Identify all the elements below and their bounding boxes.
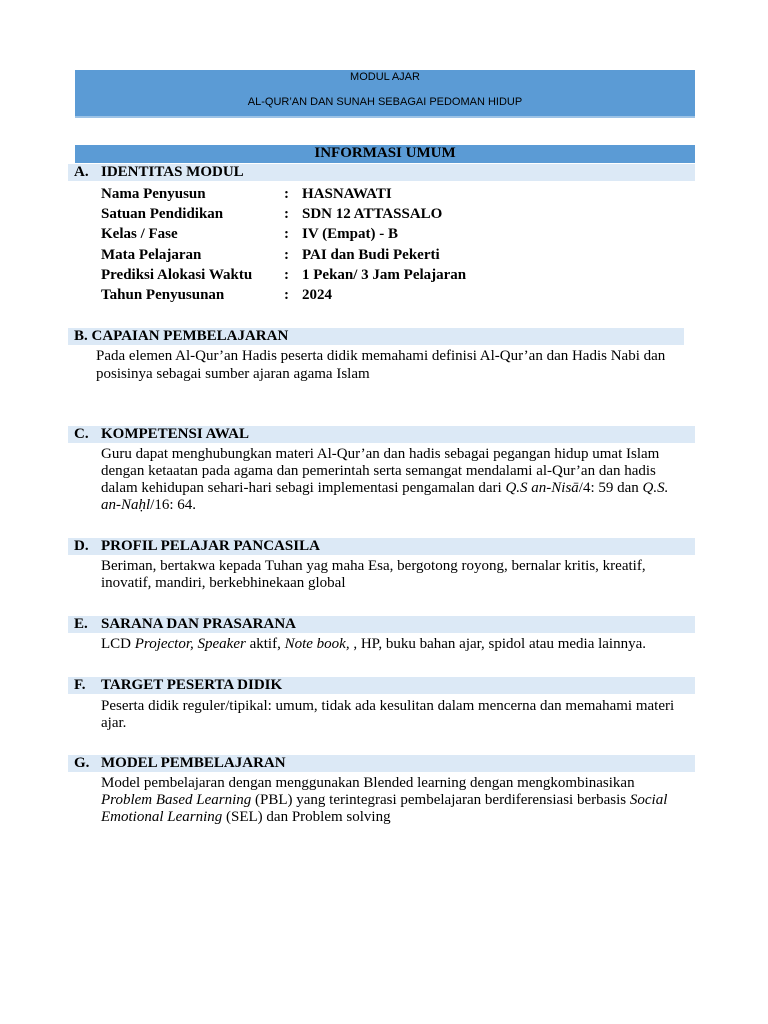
section-title: MODEL PEMBELAJARAN xyxy=(101,755,286,771)
text-run: /16: 64. xyxy=(150,497,197,513)
identitas-label: Nama Penyusun xyxy=(101,186,206,202)
section-title: SARANA DAN PRASARANA xyxy=(101,616,297,632)
identitas-label: Mata Pelajaran xyxy=(101,247,202,263)
section-c-heading xyxy=(68,426,695,443)
identitas-separator: : xyxy=(284,247,289,263)
italic-run: Q.S. xyxy=(642,480,669,496)
section-letter: E. xyxy=(74,616,88,632)
section-b-text-line-2: posisinya sebagai sumber ajaran agama Islam xyxy=(96,366,370,382)
section-g-text-line-3 xyxy=(101,809,391,827)
section-c-text-line-1: Guru dapat menghubungkan materi Al-Qur’an dan hadis sebagai pegangan hidup umat Islam xyxy=(101,446,660,462)
section-title: KOMPETENSI AWAL xyxy=(101,426,249,442)
italic-run: Problem Based Learning xyxy=(101,792,252,808)
section-title: PROFIL PELAJAR PANCASILA xyxy=(101,538,320,554)
section-c-text-line-4 xyxy=(101,497,196,515)
text-run: dalam kehidupan sehari-hari sebagi implementasi pengamalan dari xyxy=(101,480,506,496)
section-d-text-line-2: inovatif, mandiri, berkebhinekaan global xyxy=(101,575,346,591)
identitas-label: Kelas / Fase xyxy=(101,226,178,242)
section-f-text-line-2: ajar. xyxy=(101,715,127,731)
section-g-text-line-1: Model pembelajaran dengan menggunakan Blended learning dengan mengkombinasikan xyxy=(101,775,635,791)
identitas-value: IV (Empat) - B xyxy=(302,226,398,242)
section-d-text-line-1: Beriman, bertakwa kepada Tuhan yag maha Esa, bergotong royong, bernalar kritis, kreatif, xyxy=(101,558,646,574)
section-d-heading xyxy=(68,538,695,555)
section-title: B. CAPAIAN PEMBELAJARAN xyxy=(74,328,289,344)
identitas-separator: : xyxy=(284,287,289,303)
identitas-separator: : xyxy=(284,267,289,283)
section-letter: A. xyxy=(74,164,89,180)
section-a-heading xyxy=(68,164,695,181)
section-e-text xyxy=(101,636,646,654)
identitas-value: HASNAWATI xyxy=(302,186,392,202)
identitas-value: 2024 xyxy=(302,287,332,303)
section-f-text-line-1: Peserta didik reguler/tipikal: umum, tidak ada kesulitan dalam mencerna dan memahami materi xyxy=(101,698,675,714)
identitas-separator: : xyxy=(284,206,289,222)
section-letter: G. xyxy=(74,755,90,771)
text-run: (SEL) dan Problem solving xyxy=(222,809,391,825)
italic-run: Emotional Learning xyxy=(101,809,223,825)
identitas-separator: : xyxy=(284,226,289,242)
identitas-separator: : xyxy=(284,186,289,202)
section-letter: F. xyxy=(74,677,86,693)
text-run: (PBL) yang terintegrasi pembelajaran berdiferensiasi berbasis xyxy=(251,792,630,808)
section-g-heading xyxy=(68,755,695,772)
italic-run: Projector, Speaker xyxy=(134,636,246,652)
section-c-text-line-3 xyxy=(101,480,668,498)
section-title: IDENTITAS MODUL xyxy=(101,164,244,180)
identitas-label: Satuan Pendidikan xyxy=(101,206,224,222)
identitas-label: Tahun Penyusunan xyxy=(101,287,225,303)
italic-run: Social xyxy=(629,792,668,808)
document-title-box xyxy=(75,70,695,118)
identitas-label: Prediksi Alokasi Waktu xyxy=(101,267,253,283)
section-e-heading xyxy=(68,616,695,633)
section-letter: C. xyxy=(74,426,89,442)
italic-run: Q.S an-Nisā xyxy=(505,480,579,496)
section-letter: D. xyxy=(74,538,89,554)
title-line-2: AL-QUR’AN DAN SUNAH SEBAGAI PEDOMAN HIDUP xyxy=(247,96,523,108)
identitas-value: SDN 12 ATTASSALO xyxy=(302,206,443,222)
section-title: TARGET PESERTA DIDIK xyxy=(101,677,283,693)
text-run: aktif, xyxy=(245,636,285,652)
text-run: LCD xyxy=(101,636,135,652)
informasi-umum-bar: INFORMASI UMUM xyxy=(75,145,695,163)
section-b-heading xyxy=(68,328,684,345)
section-f-heading xyxy=(68,677,695,694)
text-run: , HP, buku bahan ajar, spidol atau media lainnya. xyxy=(349,636,647,652)
identitas-value: 1 Pekan/ 3 Jam Pelajaran xyxy=(302,267,467,283)
section-g-text-line-2 xyxy=(101,792,667,810)
italic-run: an-Naḥl xyxy=(101,497,151,513)
identitas-value: PAI dan Budi Pekerti xyxy=(302,247,440,263)
text-run: /4: 59 dan xyxy=(578,480,643,496)
italic-run: Note book, xyxy=(284,636,350,652)
title-line-1: MODUL AJAR xyxy=(350,71,420,83)
section-b-text-line-1: Pada elemen Al-Qur’an Hadis peserta didik memahami definisi Al-Qur’an dan Hadis Nabi dan xyxy=(96,348,666,364)
section-c-text-line-2: dengan ketaatan pada agama dan pemerintah serta semangat mendalami al-Qur’an dan hadis xyxy=(101,463,656,479)
